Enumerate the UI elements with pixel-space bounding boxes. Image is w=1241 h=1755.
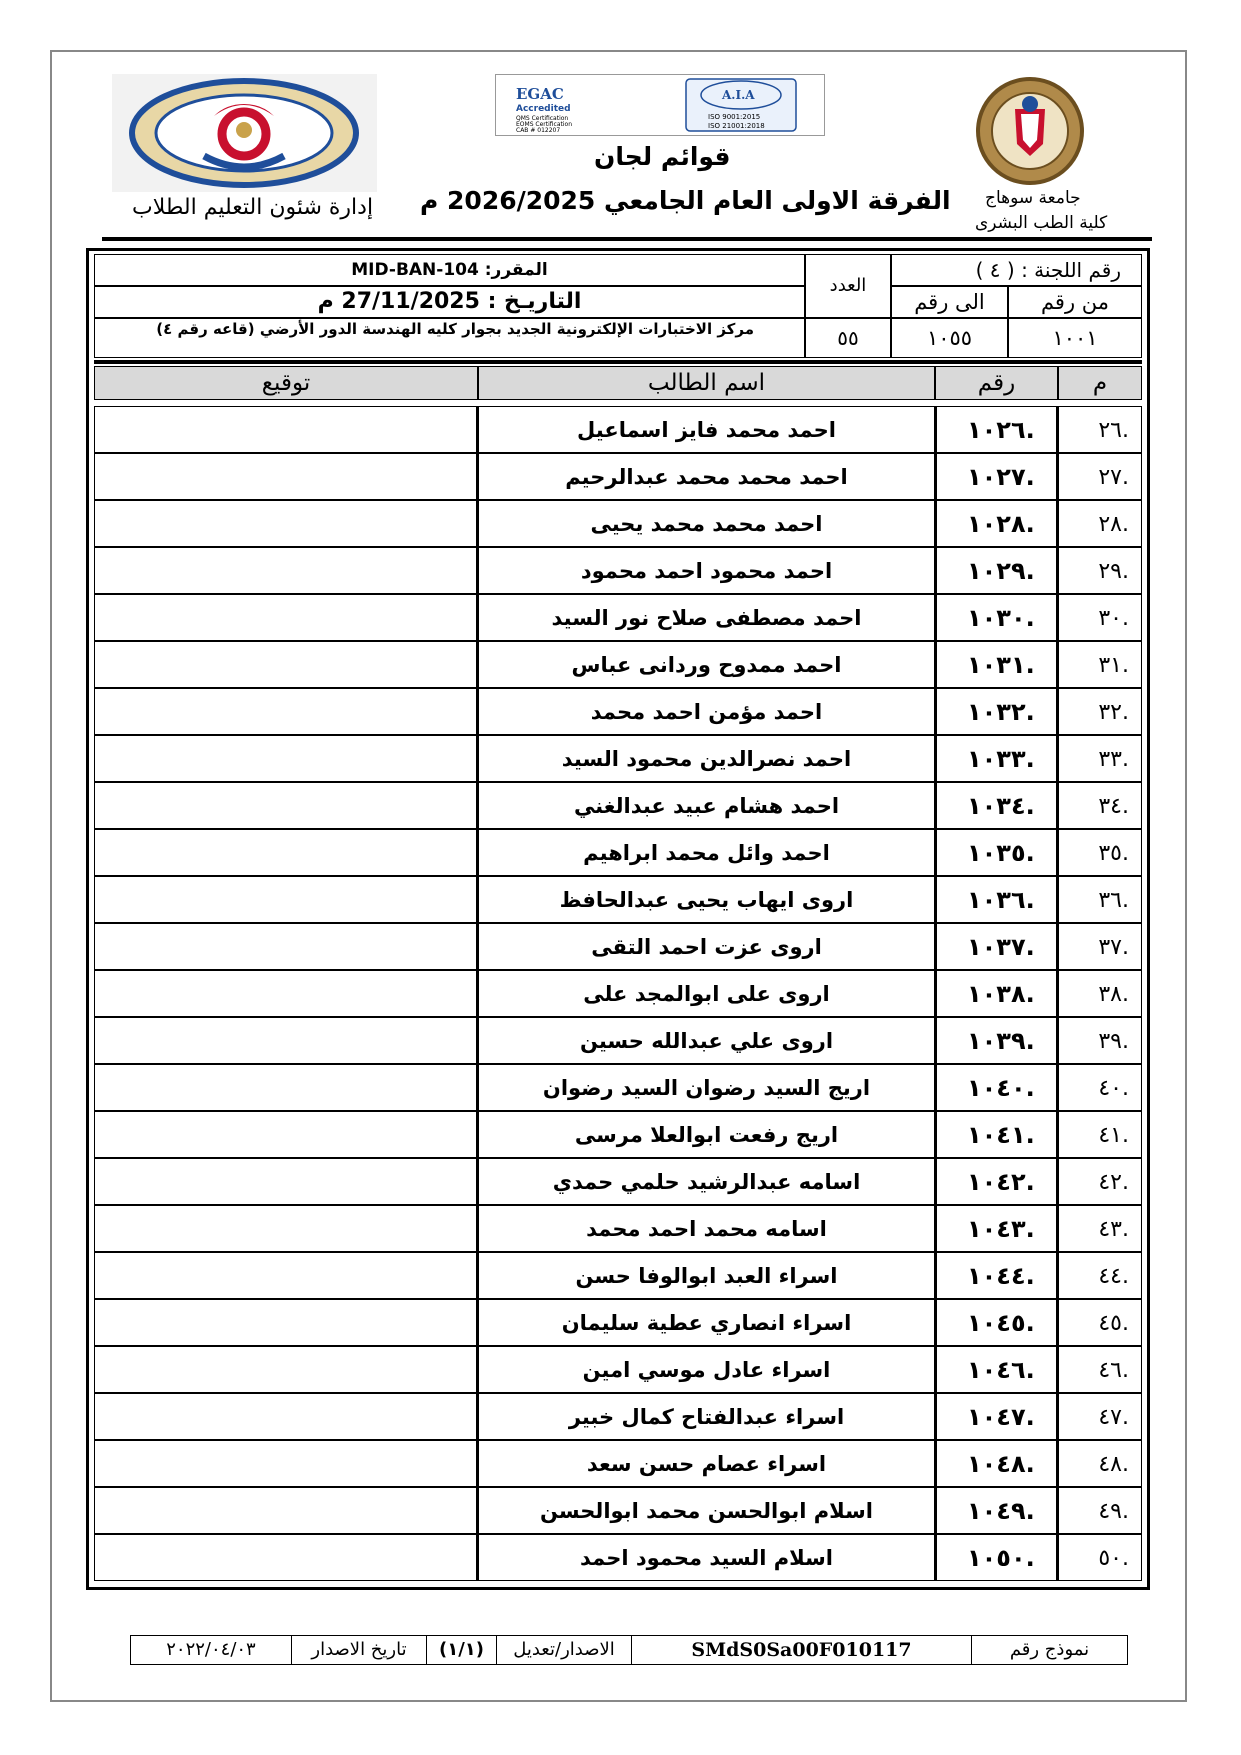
table-row	[94, 594, 1142, 641]
student-name: احمد وائل محمد ابراهيم	[478, 829, 935, 876]
signature-cell	[94, 829, 478, 876]
signature-cell	[94, 406, 478, 453]
student-number: ١٠٤٩.	[935, 1487, 1058, 1534]
committee-label: رقم اللجنة : ( ٤ )	[891, 254, 1142, 286]
exam-info	[94, 254, 1142, 358]
university-name: جامعة سوهاج	[985, 188, 1081, 208]
signature-cell	[94, 735, 478, 782]
faculty-logo	[112, 74, 377, 192]
table-row	[94, 782, 1142, 829]
header-divider	[102, 237, 1152, 241]
signature-cell	[94, 1252, 478, 1299]
table-row	[94, 735, 1142, 782]
row-index: ٤٨.	[1058, 1440, 1142, 1487]
accreditation-logo	[495, 74, 825, 136]
student-number: ١٠٤٦.	[935, 1346, 1058, 1393]
student-number: ١٠٣١.	[935, 641, 1058, 688]
signature-cell	[94, 1299, 478, 1346]
table-row	[94, 1299, 1142, 1346]
page-title: قوائم لجان	[594, 142, 731, 171]
table-row	[94, 1111, 1142, 1158]
row-index: ٣٧.	[1058, 923, 1142, 970]
row-index: ٣٥.	[1058, 829, 1142, 876]
table-row	[94, 876, 1142, 923]
student-number: ١٠٤٥.	[935, 1299, 1058, 1346]
row-index: ٥٠.	[1058, 1534, 1142, 1581]
student-name: اسراء عبدالفتاح كمال خبير	[478, 1393, 935, 1440]
signature-cell	[94, 500, 478, 547]
row-index: ٢٩.	[1058, 547, 1142, 594]
table-row	[94, 1252, 1142, 1299]
from-value: ١٠٠١	[1008, 318, 1142, 358]
signature-cell	[94, 1064, 478, 1111]
student-number: ١٠٣٤.	[935, 782, 1058, 829]
svg-text:QMS Certification: QMS Certification	[516, 115, 569, 122]
student-number: ١٠٣٣.	[935, 735, 1058, 782]
signature-cell	[94, 547, 478, 594]
course-cell	[94, 254, 805, 286]
issue-label: تاريخ الاصدار	[291, 1636, 426, 1664]
signature-cell	[94, 594, 478, 641]
signature-cell	[94, 688, 478, 735]
row-index: ٢٧.	[1058, 453, 1142, 500]
to-label: الى رقم	[891, 286, 1008, 318]
student-name: اروى على ابوالمجد على	[478, 970, 935, 1017]
table-row	[94, 1205, 1142, 1252]
signature-cell	[94, 1205, 478, 1252]
form-code: SMdS0Sa00F010117	[631, 1636, 971, 1664]
row-index: ٤٦.	[1058, 1346, 1142, 1393]
student-number: ١٠٣٦.	[935, 876, 1058, 923]
student-number: ١٠٣٧.	[935, 923, 1058, 970]
student-name: احمد مؤمن احمد محمد	[478, 688, 935, 735]
row-index: ٤٧.	[1058, 1393, 1142, 1440]
university-logo	[975, 74, 1085, 188]
table-row	[94, 1017, 1142, 1064]
student-name: احمد محمد فايز اسماعيل	[478, 406, 935, 453]
svg-text:EGAC: EGAC	[516, 85, 564, 103]
table-row	[94, 1346, 1142, 1393]
table-row	[94, 829, 1142, 876]
table-row	[94, 970, 1142, 1017]
table-row	[94, 500, 1142, 547]
student-number: ١٠٢٨.	[935, 500, 1058, 547]
row-index: ٢٨.	[1058, 500, 1142, 547]
signature-cell	[94, 1487, 478, 1534]
student-number: ١٠٣٠.	[935, 594, 1058, 641]
row-index: ٣٩.	[1058, 1017, 1142, 1064]
student-name: احمد هشام عبيد عبدالغني	[478, 782, 935, 829]
student-name: اروى علي عبدالله حسين	[478, 1017, 935, 1064]
from-label: من رقم	[1008, 286, 1142, 318]
student-number: ١٠٥٠.	[935, 1534, 1058, 1581]
signature-cell	[94, 453, 478, 500]
student-name: احمد محمد محمد عبدالرحيم	[478, 453, 935, 500]
svg-text:CAB # 012207: CAB # 012207	[516, 127, 561, 134]
student-number: ١٠٢٦.	[935, 406, 1058, 453]
table-row	[94, 641, 1142, 688]
svg-text:ISO 9001:2015: ISO 9001:2015	[708, 113, 761, 121]
signature-cell	[94, 641, 478, 688]
svg-text:A.I.A: A.I.A	[722, 88, 755, 102]
student-name: اسراء عادل موسي امين	[478, 1346, 935, 1393]
signature-cell	[94, 1393, 478, 1440]
page-subtitle: الفرقة الاولى العام الجامعي 2026/2025 م	[420, 186, 951, 215]
svg-text:Accredited: Accredited	[516, 104, 571, 114]
row-index: ٤١.	[1058, 1111, 1142, 1158]
location-text: مركز الاختبارات الإلكترونية الجديد بجوار كليه الهندسة الدور الأرضي (قاعه رقم ٤)	[156, 320, 754, 338]
signature-cell	[94, 876, 478, 923]
student-name: اريج رفعت ابوالعلا مرسى	[478, 1111, 935, 1158]
signature-cell	[94, 1346, 478, 1393]
table-row	[94, 1534, 1142, 1581]
row-index: ٣٣.	[1058, 735, 1142, 782]
col-name: اسم الطالب	[478, 366, 935, 400]
student-number: ١٠٣٩.	[935, 1017, 1058, 1064]
student-name: احمد محمود احمد محمود	[478, 547, 935, 594]
info-divider	[94, 360, 1142, 364]
student-name: احمد مصطفى صلاح نور السيد	[478, 594, 935, 641]
student-number: ١٠٤٠.	[935, 1064, 1058, 1111]
row-index: ٣٨.	[1058, 970, 1142, 1017]
form-label: نموذج رقم	[971, 1636, 1127, 1664]
table-row	[94, 547, 1142, 594]
signature-cell	[94, 1440, 478, 1487]
col-signature: توقيع	[94, 366, 478, 400]
svg-text:EOMS Certification: EOMS Certification	[516, 121, 573, 128]
faculty-name: كلية الطب البشرى	[975, 213, 1108, 233]
student-number: ١٠٤٨.	[935, 1440, 1058, 1487]
table-row	[94, 1487, 1142, 1534]
issue-date: ٢٠٢٢/٠٤/٠٣	[166, 1639, 256, 1660]
signature-cell	[94, 1158, 478, 1205]
row-index: ٤٥.	[1058, 1299, 1142, 1346]
row-index: ٤٢.	[1058, 1158, 1142, 1205]
student-number: ١٠٤٤.	[935, 1252, 1058, 1299]
office-name: إدارة شئون التعليم الطلاب	[132, 195, 374, 220]
table-row	[94, 1440, 1142, 1487]
student-number: ١٠٣٨.	[935, 970, 1058, 1017]
course-code: MID-BAN-104	[351, 260, 479, 280]
signature-cell	[94, 1017, 478, 1064]
row-index: ٣٦.	[1058, 876, 1142, 923]
row-index: ٣٤.	[1058, 782, 1142, 829]
student-name: اسلام ابوالحسن محمد ابوالحسن	[478, 1487, 935, 1534]
signature-cell	[94, 1111, 478, 1158]
course-label: المقرر:	[484, 260, 548, 280]
student-name: اروى عزت احمد التقى	[478, 923, 935, 970]
version-label: الاصدار/تعديل	[496, 1636, 631, 1664]
student-name: اسلام السيد محمود احمد	[478, 1534, 935, 1581]
student-name: اريج السيد رضوان السيد رضوان	[478, 1064, 935, 1111]
count-label: العدد	[805, 254, 891, 318]
table-row	[94, 923, 1142, 970]
student-name: اسراء العبد ابوالوفا حسن	[478, 1252, 935, 1299]
student-name: احمد محمد محمد يحيى	[478, 500, 935, 547]
student-number: ١٠٢٧.	[935, 453, 1058, 500]
student-name: احمد ممدوح وردانى عباس	[478, 641, 935, 688]
student-number: ١٠٤٢.	[935, 1158, 1058, 1205]
row-index: ٢٦.	[1058, 406, 1142, 453]
student-name: اسامه محمد احمد محمد	[478, 1205, 935, 1252]
form-footer	[130, 1635, 1128, 1665]
table-row	[94, 406, 1142, 453]
student-number: ١٠٣٢.	[935, 688, 1058, 735]
table-row	[94, 688, 1142, 735]
row-index: ٣٢.	[1058, 688, 1142, 735]
signature-cell	[94, 782, 478, 829]
count-value: ٥٥	[805, 318, 891, 358]
location-cell	[94, 318, 805, 358]
version-value: (١/١)	[426, 1636, 496, 1664]
table-row	[94, 1158, 1142, 1205]
student-number: ١٠٤١.	[935, 1111, 1058, 1158]
student-number: ١٠٤٣.	[935, 1205, 1058, 1252]
svg-text:ISO 21001:2018: ISO 21001:2018	[708, 122, 765, 130]
student-name: اسراء انصاري عطية سليمان	[478, 1299, 935, 1346]
col-number: رقم	[935, 366, 1058, 400]
table-row	[94, 1064, 1142, 1111]
signature-cell	[94, 970, 478, 1017]
row-index: ٤٩.	[1058, 1487, 1142, 1534]
student-name: اروى ايهاب يحيى عبدالحافظ	[478, 876, 935, 923]
signature-cell	[94, 1534, 478, 1581]
student-name: اسراء عصام حسن سعد	[478, 1440, 935, 1487]
table-row	[94, 453, 1142, 500]
student-number: ١٠٤٧.	[935, 1393, 1058, 1440]
row-index: ٤٠.	[1058, 1064, 1142, 1111]
date-cell	[94, 286, 805, 318]
row-index: ٣١.	[1058, 641, 1142, 688]
row-index: ٣٠.	[1058, 594, 1142, 641]
student-name: احمد نصرالدين محمود السيد	[478, 735, 935, 782]
student-number: ١٠٢٩.	[935, 547, 1058, 594]
table-row	[94, 1393, 1142, 1440]
signature-cell	[94, 923, 478, 970]
to-value: ١٠٥٥	[891, 318, 1008, 358]
row-index: ٤٤.	[1058, 1252, 1142, 1299]
date-value: 27/11/2025 م	[317, 289, 480, 314]
col-index: م	[1058, 366, 1142, 400]
student-number: ١٠٣٥.	[935, 829, 1058, 876]
date-label: التاريـخ :	[487, 289, 582, 314]
row-index: ٤٣.	[1058, 1205, 1142, 1252]
student-name: اسامه عبدالرشيد حلمي حمدي	[478, 1158, 935, 1205]
